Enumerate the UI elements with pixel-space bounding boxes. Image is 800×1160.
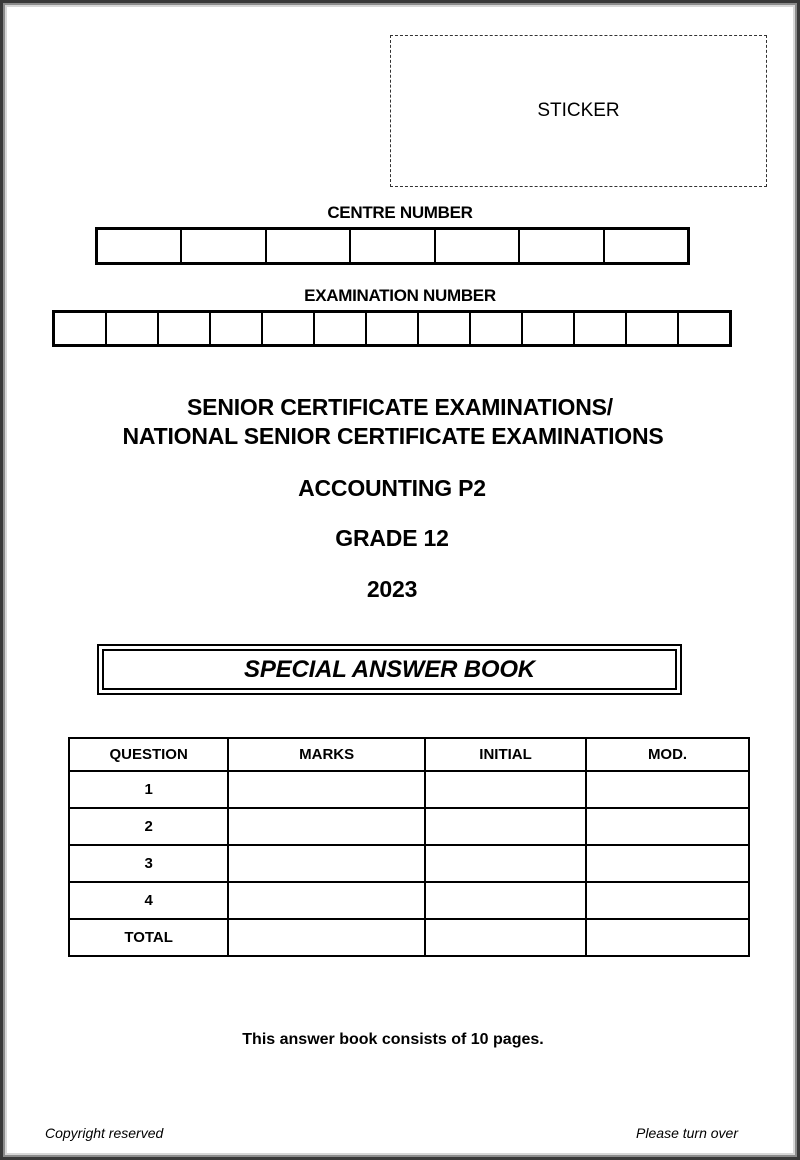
exam-number-digit-9[interactable] — [471, 313, 523, 344]
initial-cell[interactable] — [425, 845, 586, 882]
question-number: 1 — [69, 771, 228, 808]
initial-cell[interactable] — [425, 771, 586, 808]
exam-number-digit-6[interactable] — [315, 313, 367, 344]
centre-number-label: CENTRE NUMBER — [327, 203, 473, 222]
centre-number-digit-6[interactable] — [520, 230, 604, 262]
exam-title-line-1: SENIOR CERTIFICATE EXAMINATIONS/ — [187, 394, 613, 420]
exam-number-digit-8[interactable] — [419, 313, 471, 344]
exam-number-digit-7[interactable] — [367, 313, 419, 344]
exam-title-line-2: NATIONAL SENIOR CERTIFICATE EXAMINATIONS — [122, 423, 664, 449]
subject-title: ACCOUNTING P2 — [298, 475, 486, 501]
centre-number-digit-1[interactable] — [98, 230, 182, 262]
total-initial-cell[interactable] — [425, 919, 586, 956]
mod-cell[interactable] — [586, 808, 749, 845]
examination-number-boxes — [52, 310, 732, 347]
centre-number-digit-5[interactable] — [436, 230, 520, 262]
initial-cell[interactable] — [425, 808, 586, 845]
total-mod-cell[interactable] — [586, 919, 749, 956]
please-turn-over: Please turn over — [636, 1125, 738, 1141]
centre-number-digit-2[interactable] — [182, 230, 266, 262]
exam-number-digit-2[interactable] — [107, 313, 159, 344]
centre-number-digit-4[interactable] — [351, 230, 435, 262]
header-mod: MOD. — [586, 738, 749, 771]
exam-number-digit-11[interactable] — [575, 313, 627, 344]
banner-label: SPECIAL ANSWER BOOK — [102, 649, 677, 690]
table-row — [69, 882, 749, 919]
marks-cell[interactable] — [228, 808, 425, 845]
question-number: 4 — [69, 882, 228, 919]
table-total-row — [69, 919, 749, 956]
examination-number-label: EXAMINATION NUMBER — [304, 286, 496, 305]
mod-cell[interactable] — [586, 882, 749, 919]
marks-cell[interactable] — [228, 771, 425, 808]
exam-number-digit-13[interactable] — [679, 313, 729, 344]
table-row — [69, 808, 749, 845]
table-header-row — [69, 738, 749, 771]
mod-cell[interactable] — [586, 771, 749, 808]
total-label: TOTAL — [69, 919, 228, 956]
question-number: 3 — [69, 845, 228, 882]
centre-number-boxes — [95, 227, 690, 265]
marks-table — [68, 737, 750, 957]
centre-number-digit-3[interactable] — [267, 230, 351, 262]
exam-number-digit-12[interactable] — [627, 313, 679, 344]
marks-cell[interactable] — [228, 882, 425, 919]
centre-number-digit-7[interactable] — [605, 230, 687, 262]
sticker-area — [390, 35, 767, 187]
exam-number-digit-4[interactable] — [211, 313, 263, 344]
sticker-label: STICKER — [537, 100, 620, 121]
table-row — [69, 845, 749, 882]
question-number: 2 — [69, 808, 228, 845]
header-initial: INITIAL — [425, 738, 586, 771]
copyright-notice: Copyright reserved — [45, 1125, 164, 1141]
exam-number-digit-10[interactable] — [523, 313, 575, 344]
marks-cell[interactable] — [228, 845, 425, 882]
exam-number-digit-5[interactable] — [263, 313, 315, 344]
header-marks: MARKS — [228, 738, 425, 771]
total-marks-cell[interactable] — [228, 919, 425, 956]
grade-title: GRADE 12 — [335, 525, 449, 551]
page-count-note: This answer book consists of 10 pages. — [242, 1031, 544, 1048]
year-title: 2023 — [366, 576, 418, 602]
special-answer-book-banner — [97, 644, 682, 695]
table-row — [69, 771, 749, 808]
mod-cell[interactable] — [586, 845, 749, 882]
initial-cell[interactable] — [425, 882, 586, 919]
exam-number-digit-1[interactable] — [55, 313, 107, 344]
exam-number-digit-3[interactable] — [159, 313, 211, 344]
header-question: QUESTION — [69, 738, 228, 771]
